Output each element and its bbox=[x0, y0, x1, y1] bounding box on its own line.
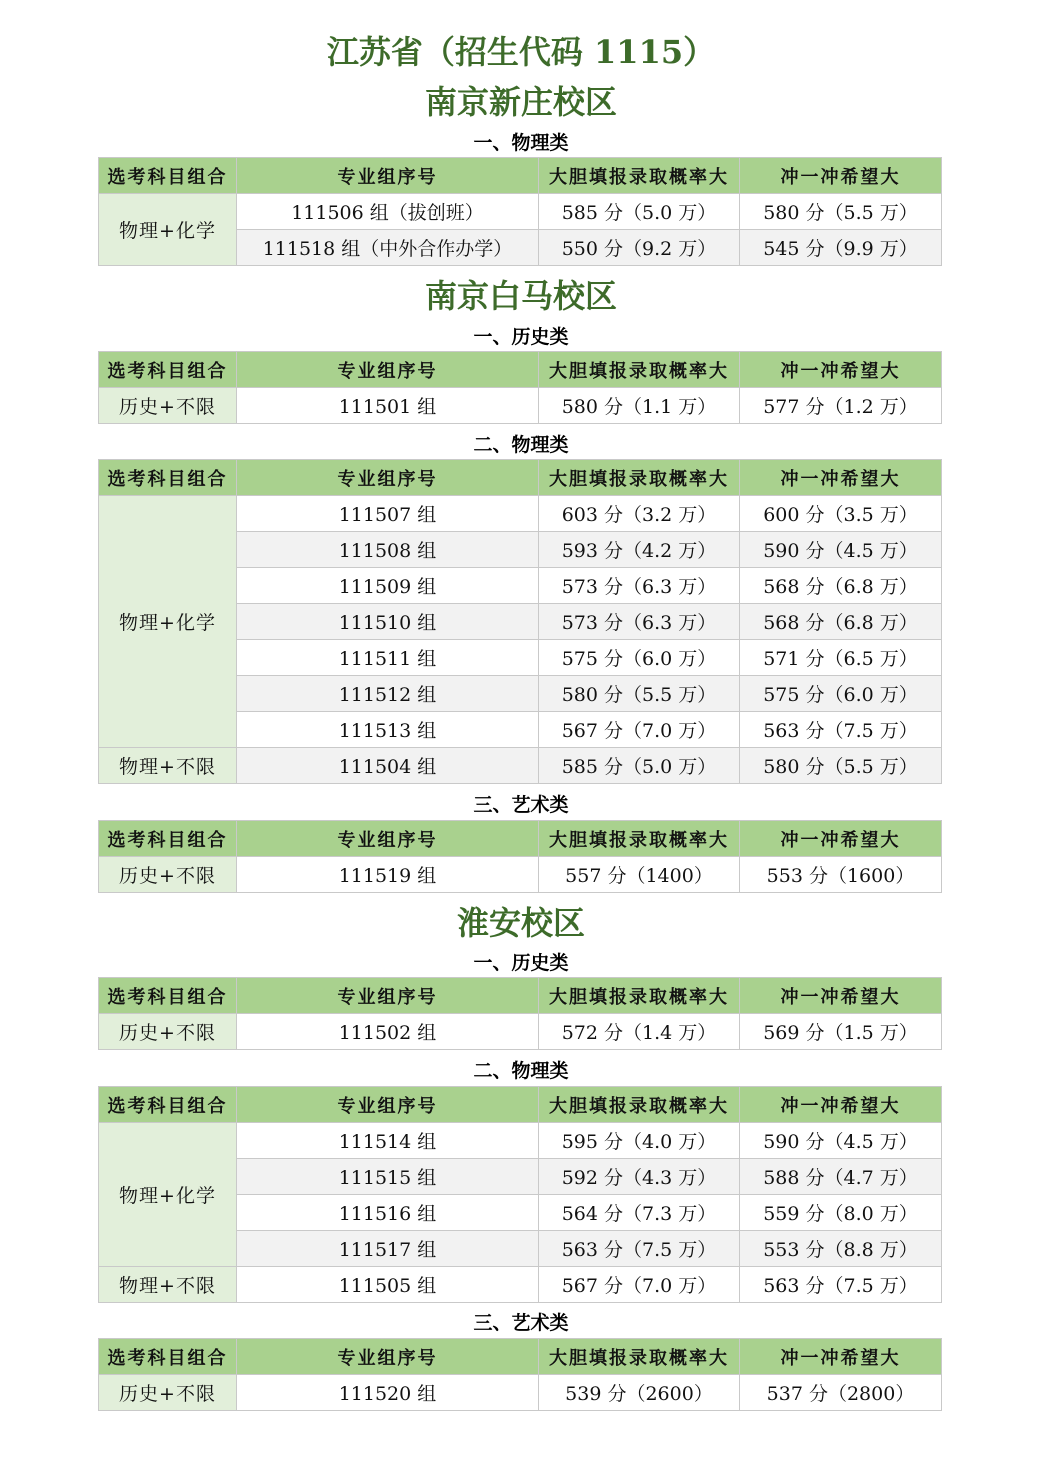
group-cell: 111516 组 bbox=[237, 1195, 539, 1231]
group-cell: 111515 组 bbox=[237, 1159, 539, 1195]
category-label: 三、艺术类 bbox=[473, 1312, 569, 1334]
reach-score-cell: 563 分（7.5 万） bbox=[740, 1267, 942, 1303]
table-row bbox=[99, 388, 942, 424]
group-cell: 111501 组 bbox=[237, 388, 539, 424]
header-safe-score: 大胆填报录取概率大 bbox=[539, 460, 740, 496]
score-table-baima-physics bbox=[98, 459, 942, 784]
reach-score-cell: 590 分（4.5 万） bbox=[740, 1123, 942, 1159]
safe-score-cell: 585 分（5.0 万） bbox=[539, 194, 740, 230]
safe-score-cell: 567 分（7.0 万） bbox=[539, 1267, 740, 1303]
header-reach-score: 冲一冲希望大 bbox=[740, 1087, 942, 1123]
category-label: 二、物理类 bbox=[473, 434, 569, 456]
reach-score-cell: 577 分（1.2 万） bbox=[740, 388, 942, 424]
safe-score-cell: 539 分（2600） bbox=[539, 1375, 740, 1411]
reach-score-cell: 580 分（5.5 万） bbox=[740, 194, 942, 230]
safe-score-cell: 595 分（4.0 万） bbox=[539, 1123, 740, 1159]
subject-cell: 历史+不限 bbox=[99, 388, 237, 424]
safe-score-cell: 580 分（1.1 万） bbox=[539, 388, 740, 424]
category-label: 三、艺术类 bbox=[473, 794, 569, 816]
group-cell: 111509 组 bbox=[237, 568, 539, 604]
header-reach-score: 冲一冲希望大 bbox=[740, 158, 942, 194]
header-subject: 选考科目组合 bbox=[99, 978, 237, 1014]
score-table-huaian-physics bbox=[98, 1086, 942, 1303]
header-reach-score: 冲一冲希望大 bbox=[740, 1339, 942, 1375]
header-subject: 选考科目组合 bbox=[99, 352, 237, 388]
table-header-row bbox=[99, 978, 942, 1014]
subject-cell: 历史+不限 bbox=[99, 1375, 237, 1411]
table-header-row bbox=[99, 352, 942, 388]
subject-cell: 历史+不限 bbox=[99, 857, 237, 893]
header-subject: 选考科目组合 bbox=[99, 821, 237, 857]
subject-cell: 物理+不限 bbox=[99, 1267, 237, 1303]
header-group: 专业组序号 bbox=[237, 1339, 539, 1375]
reach-score-cell: 553 分（1600） bbox=[740, 857, 942, 893]
group-cell: 111504 组 bbox=[237, 748, 539, 784]
header-group: 专业组序号 bbox=[237, 158, 539, 194]
header-group: 专业组序号 bbox=[237, 460, 539, 496]
category-label: 一、历史类 bbox=[473, 326, 569, 348]
table-row bbox=[99, 857, 942, 893]
safe-score-cell: 580 分（5.5 万） bbox=[539, 676, 740, 712]
group-cell: 111508 组 bbox=[237, 532, 539, 568]
reach-score-cell: 590 分（4.5 万） bbox=[740, 532, 942, 568]
table-row bbox=[99, 1267, 942, 1303]
safe-score-cell: 592 分（4.3 万） bbox=[539, 1159, 740, 1195]
reach-score-cell: 571 分（6.5 万） bbox=[740, 640, 942, 676]
header-group: 专业组序号 bbox=[237, 352, 539, 388]
header-safe-score: 大胆填报录取概率大 bbox=[539, 1339, 740, 1375]
header-safe-score: 大胆填报录取概率大 bbox=[539, 352, 740, 388]
safe-score-cell: 572 分（1.4 万） bbox=[539, 1014, 740, 1050]
table-row bbox=[99, 1123, 942, 1159]
score-table-baima-history bbox=[98, 351, 942, 424]
table-header-row bbox=[99, 158, 942, 194]
group-cell: 111517 组 bbox=[237, 1231, 539, 1267]
safe-score-cell: 567 分（7.0 万） bbox=[539, 712, 740, 748]
header-subject: 选考科目组合 bbox=[99, 1087, 237, 1123]
table-row bbox=[99, 1014, 942, 1050]
table-row bbox=[99, 194, 942, 230]
safe-score-cell: 557 分（1400） bbox=[539, 857, 740, 893]
safe-score-cell: 575 分（6.0 万） bbox=[539, 640, 740, 676]
group-cell: 111502 组 bbox=[237, 1014, 539, 1050]
score-table-huaian-art bbox=[98, 1338, 942, 1411]
header-reach-score: 冲一冲希望大 bbox=[740, 978, 942, 1014]
header-reach-score: 冲一冲希望大 bbox=[740, 352, 942, 388]
category-label: 一、物理类 bbox=[473, 132, 569, 154]
group-cell: 111518 组（中外合作办学） bbox=[237, 230, 539, 266]
safe-score-cell: 603 分（3.2 万） bbox=[539, 496, 740, 532]
group-cell: 111513 组 bbox=[237, 712, 539, 748]
reach-score-cell: 575 分（6.0 万） bbox=[740, 676, 942, 712]
reach-score-cell: 569 分（1.5 万） bbox=[740, 1014, 942, 1050]
group-cell: 111507 组 bbox=[237, 496, 539, 532]
group-cell: 111512 组 bbox=[237, 676, 539, 712]
reach-score-cell: 568 分（6.8 万） bbox=[740, 568, 942, 604]
group-cell: 111506 组（拔创班） bbox=[237, 194, 539, 230]
header-subject: 选考科目组合 bbox=[99, 158, 237, 194]
reach-score-cell: 559 分（8.0 万） bbox=[740, 1195, 942, 1231]
header-safe-score: 大胆填报录取概率大 bbox=[539, 978, 740, 1014]
subject-cell: 物理+化学 bbox=[99, 496, 237, 748]
table-header-row bbox=[99, 1339, 942, 1375]
safe-score-cell: 564 分（7.3 万） bbox=[539, 1195, 740, 1231]
safe-score-cell: 573 分（6.3 万） bbox=[539, 604, 740, 640]
group-cell: 111511 组 bbox=[237, 640, 539, 676]
table-row bbox=[99, 1375, 942, 1411]
safe-score-cell: 563 分（7.5 万） bbox=[539, 1231, 740, 1267]
score-table-baima-art bbox=[98, 820, 942, 893]
table-header-row bbox=[99, 1087, 942, 1123]
reach-score-cell: 588 分（4.7 万） bbox=[740, 1159, 942, 1195]
subject-cell: 物理+化学 bbox=[99, 1123, 237, 1267]
subject-cell: 物理+化学 bbox=[99, 194, 237, 266]
score-table-huaian-history bbox=[98, 977, 942, 1050]
header-group: 专业组序号 bbox=[237, 821, 539, 857]
reach-score-cell: 568 分（6.8 万） bbox=[740, 604, 942, 640]
group-cell: 111510 组 bbox=[237, 604, 539, 640]
header-group: 专业组序号 bbox=[237, 1087, 539, 1123]
safe-score-cell: 593 分（4.2 万） bbox=[539, 532, 740, 568]
reach-score-cell: 580 分（5.5 万） bbox=[740, 748, 942, 784]
header-safe-score: 大胆填报录取概率大 bbox=[539, 821, 740, 857]
group-cell: 111514 组 bbox=[237, 1123, 539, 1159]
group-cell: 111519 组 bbox=[237, 857, 539, 893]
table-row bbox=[99, 748, 942, 784]
safe-score-cell: 550 分（9.2 万） bbox=[539, 230, 740, 266]
campus-title-baima: 南京白马校区 bbox=[424, 277, 617, 315]
category-label: 一、历史类 bbox=[473, 952, 569, 974]
score-table-xinzhuang-physics bbox=[98, 157, 942, 266]
header-subject: 选考科目组合 bbox=[99, 1339, 237, 1375]
campus-title-huaian: 淮安校区 bbox=[456, 904, 585, 942]
table-header-row bbox=[99, 821, 942, 857]
group-cell: 111520 组 bbox=[237, 1375, 539, 1411]
reach-score-cell: 600 分（3.5 万） bbox=[740, 496, 942, 532]
subject-cell: 物理+不限 bbox=[99, 748, 237, 784]
campus-title-xinzhuang: 南京新庄校区 bbox=[424, 83, 617, 121]
header-subject: 选考科目组合 bbox=[99, 460, 237, 496]
safe-score-cell: 573 分（6.3 万） bbox=[539, 568, 740, 604]
subject-cell: 历史+不限 bbox=[99, 1014, 237, 1050]
category-label: 二、物理类 bbox=[473, 1060, 569, 1082]
table-header-row bbox=[99, 460, 942, 496]
header-safe-score: 大胆填报录取概率大 bbox=[539, 158, 740, 194]
group-cell: 111505 组 bbox=[237, 1267, 539, 1303]
page-title: 江苏省（招生代码 1115） bbox=[326, 33, 716, 71]
reach-score-cell: 553 分（8.8 万） bbox=[740, 1231, 942, 1267]
header-safe-score: 大胆填报录取概率大 bbox=[539, 1087, 740, 1123]
table-row bbox=[99, 496, 942, 532]
header-reach-score: 冲一冲希望大 bbox=[740, 821, 942, 857]
header-group: 专业组序号 bbox=[237, 978, 539, 1014]
reach-score-cell: 537 分（2800） bbox=[740, 1375, 942, 1411]
reach-score-cell: 545 分（9.9 万） bbox=[740, 230, 942, 266]
header-reach-score: 冲一冲希望大 bbox=[740, 460, 942, 496]
reach-score-cell: 563 分（7.5 万） bbox=[740, 712, 942, 748]
safe-score-cell: 585 分（5.0 万） bbox=[539, 748, 740, 784]
